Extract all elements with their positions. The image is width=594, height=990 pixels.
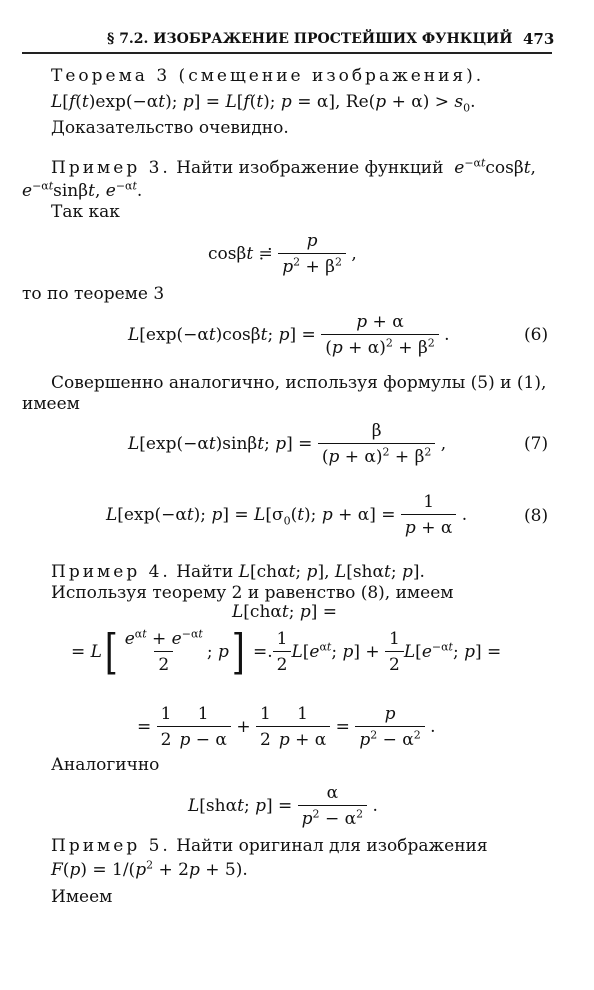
formula-7: L[exp(−αt)sinβt; p] = $\frac{\beta}{(p + \alpha)^2 + \beta^2}$ , [128, 421, 447, 467]
example-5-have: Имеем [51, 887, 113, 907]
example-3-since: Так как [51, 202, 120, 222]
equation-number-7: (7) [524, 434, 549, 454]
example-3-heading: Пример 3. Найти изображение функций $e^{-\alpha t}\cos\beta t$, [51, 156, 536, 178]
example-5-formula: $F(p) = 1/(p^2 + 2p + 5)$. [51, 858, 248, 880]
example-3-then: то по теореме 3 [22, 284, 165, 304]
example-4-heading: Пример 4. Найти L[chαt; p], L[shαt; p]. [51, 562, 425, 582]
formula-8: L[exp(−αt); $p] = L[\sigma_0(t)$; p + α] = $\frac{1}{p + \alpha}$ . [106, 492, 468, 538]
example-3-functions: $e^{-\alpha t}\sin\beta t$, $e^{-\alpha t}$. [22, 179, 143, 201]
formula-sh: L[shαt; p] = $\frac{\alpha}{p^2 - \alpha^2}$ . [188, 783, 378, 829]
header-rule [22, 52, 552, 54]
example-4-label: Пример 4. [51, 562, 171, 582]
example-3-text: Найти изображение функций [176, 158, 444, 178]
theorem-3-title: Теорема 3 (смещение изображения). [51, 66, 485, 86]
theorem-3-formula: L[f(t)exp(−αt); p] = L[f(t); p = α], $Re(p + \alpha) > s_0$. [51, 92, 476, 115]
example-5-text: Найти оригинал для изображения [176, 836, 488, 856]
example-4-text: Найти [176, 562, 234, 582]
example-3-label: Пример 3. [51, 158, 171, 178]
formula-ch-lhs: L[chαt; p] = [232, 602, 338, 622]
page-number: 473 [523, 30, 555, 48]
formula-6: L[exp(−αt)cosβt; p] = $\frac{p + \alpha}{(p + \alpha)^2 + \beta^2}$ . [128, 312, 450, 358]
formula-ch-line2: = $\frac{1}{2}$ $\frac{1}{p - \alpha}$ + $\frac{1}{2}$ $\frac{1}{p + \alpha}$ = $\frac{p}{p^2 - \alpha^2}$ . [137, 704, 436, 750]
example-4-using: Используя теорему 2 и равенство (8), имеем [51, 583, 454, 603]
example-5-label: Пример 5. [51, 836, 171, 856]
example-3-similarly: Совершенно аналогично, используя формулы (5) и (1), [51, 373, 547, 393]
running-header: § 7.2. ИЗОБРАЖЕНИЕ ПРОСТЕЙШИХ ФУНКЦИЙ [107, 31, 513, 47]
example-5-heading [51, 836, 488, 856]
theorem-3-proof: Доказательство очевидно. [51, 118, 289, 138]
equation-number-8: (8) [524, 506, 549, 526]
formula-cos-image: cosβt ≓ $\frac{p}{p^2 + \beta^2}$ , [208, 231, 357, 277]
formula-ch-line1: = L [ $\frac{e^{\alpha t} + e^{-\alpha t}}{2}$ ; p ] =. $\frac{1}{2}$ $L[e^{\alpha t}$; p] + $\frac{1}{2}$ $L[e^{-\alpha t}$; p] = [71, 624, 502, 680]
example-4-analog: Аналогично [51, 755, 160, 775]
equation-number-6: (6) [524, 325, 549, 345]
example-3-have: имеем [22, 394, 80, 414]
